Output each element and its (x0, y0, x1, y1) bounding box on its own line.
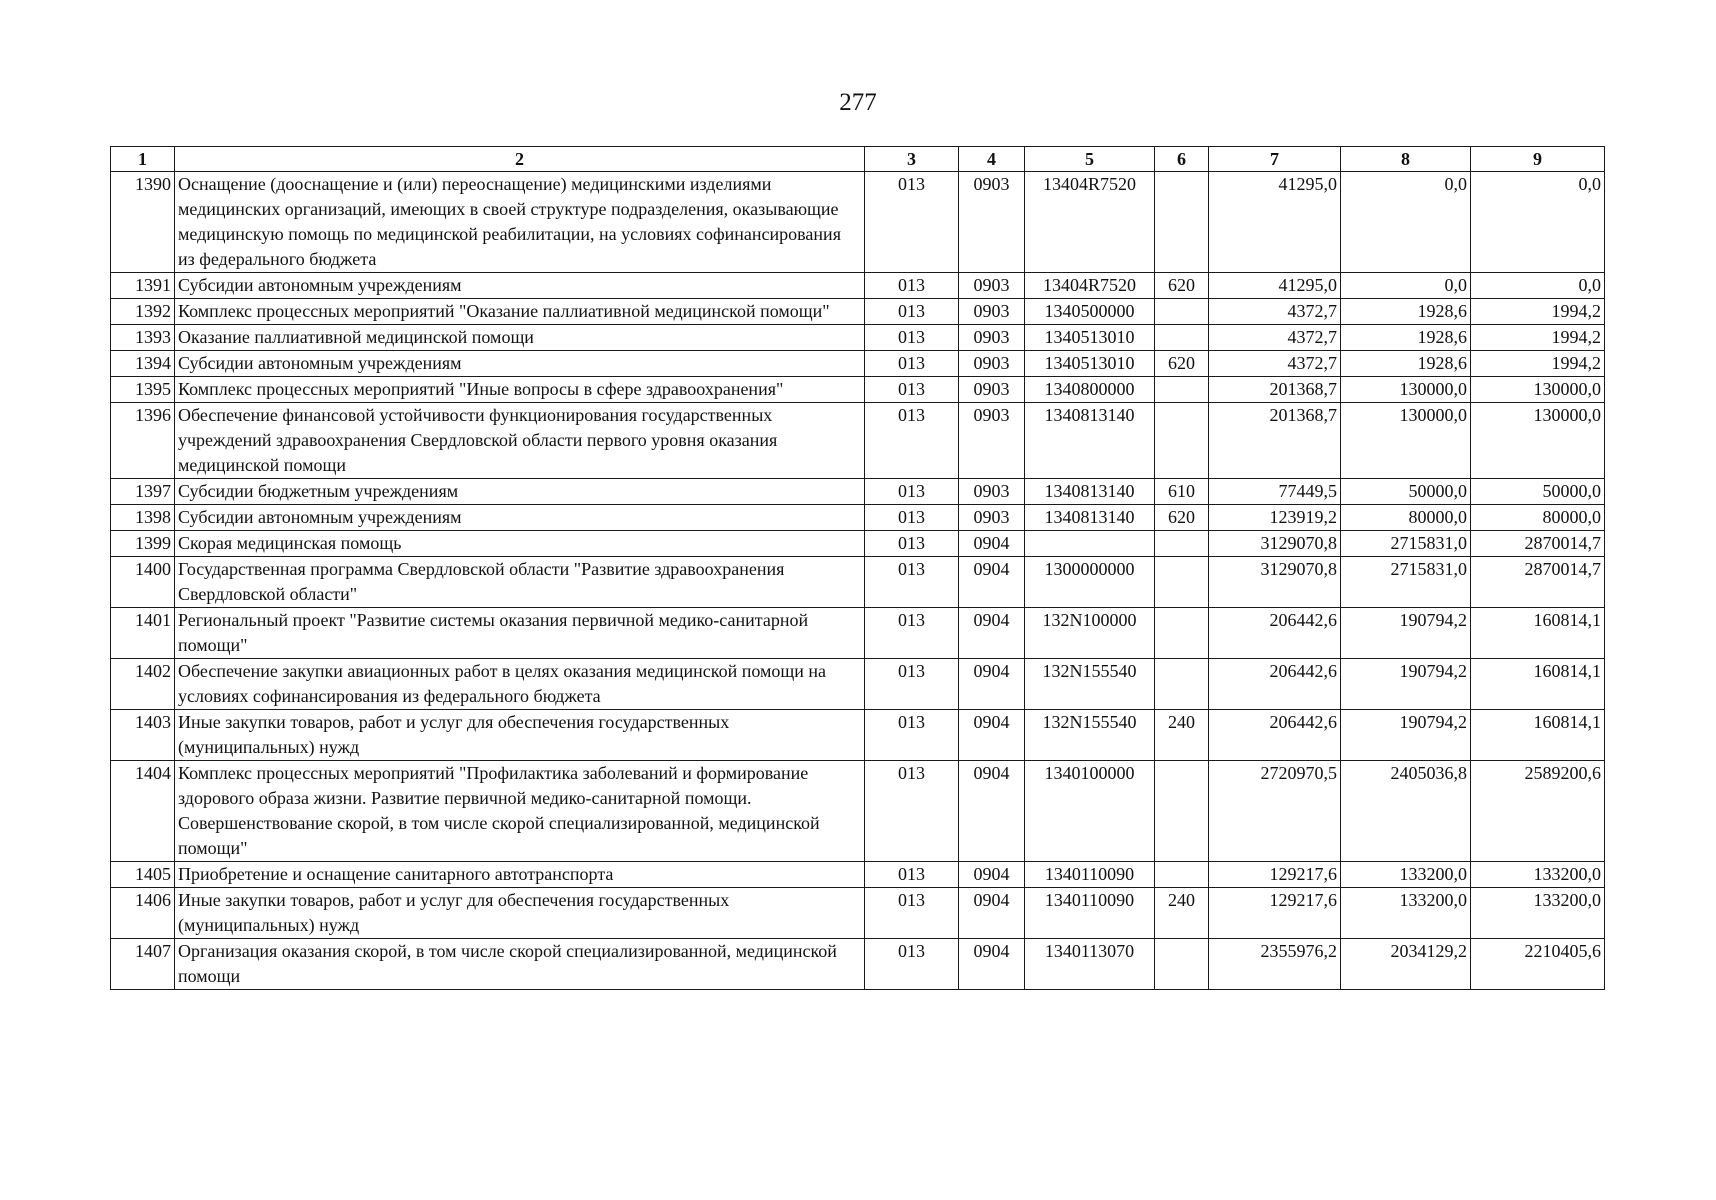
row-col-7: 77449,5 (1209, 479, 1341, 505)
row-col-5: 1340800000 (1025, 377, 1155, 403)
row-name: Иные закупки товаров, работ и услуг для обеспечения государственных (муниципальных) нужд (175, 710, 865, 761)
row-col-7: 129217,6 (1209, 888, 1341, 939)
row-col-8: 190794,2 (1341, 710, 1471, 761)
row-col-3: 013 (865, 862, 959, 888)
row-col-5: 13404R7520 (1025, 172, 1155, 273)
row-number: 1391 (111, 273, 175, 299)
row-col-6: 610 (1155, 479, 1209, 505)
row-col-6 (1155, 608, 1209, 659)
row-name: Комплекс процессных мероприятий "Иные вопросы в сфере здравоохранения" (175, 377, 865, 403)
row-col-9: 2870014,7 (1471, 531, 1605, 557)
row-name: Иные закупки товаров, работ и услуг для обеспечения государственных (муниципальных) нужд (175, 888, 865, 939)
row-name: Обеспечение закупки авиационных работ в целях оказания медицинской помощи на условиях софинансирования из федерального бюджета (175, 659, 865, 710)
row-col-5: 132N155540 (1025, 710, 1155, 761)
row-col-6 (1155, 531, 1209, 557)
page-number: 277 (839, 89, 877, 116)
row-col-4: 0904 (959, 761, 1025, 862)
row-col-8: 2034129,2 (1341, 939, 1471, 990)
row-col-6 (1155, 557, 1209, 608)
table-body (111, 172, 1605, 990)
budget-table (110, 146, 1605, 990)
row-col-6 (1155, 172, 1209, 273)
row-col-8: 1928,6 (1341, 325, 1471, 351)
row-col-8: 50000,0 (1341, 479, 1471, 505)
table-row (111, 761, 1605, 862)
row-col-9: 160814,1 (1471, 710, 1605, 761)
row-col-5: 1340813140 (1025, 505, 1155, 531)
row-col-9: 133200,0 (1471, 888, 1605, 939)
row-col-9: 130000,0 (1471, 403, 1605, 479)
header-col-8: 8 (1341, 147, 1471, 172)
row-col-8: 0,0 (1341, 172, 1471, 273)
row-col-3: 013 (865, 273, 959, 299)
row-col-4: 0904 (959, 659, 1025, 710)
row-name: Организация оказания скорой, в том числе скорой специализированной, медицинской помощи (175, 939, 865, 990)
row-number: 1393 (111, 325, 175, 351)
row-col-9: 0,0 (1471, 273, 1605, 299)
row-col-6 (1155, 377, 1209, 403)
table-row (111, 939, 1605, 990)
row-col-9: 2870014,7 (1471, 557, 1605, 608)
row-col-9: 2210405,6 (1471, 939, 1605, 990)
row-col-5: 1340100000 (1025, 761, 1155, 862)
row-col-4: 0904 (959, 939, 1025, 990)
row-number: 1402 (111, 659, 175, 710)
row-col-4: 0903 (959, 505, 1025, 531)
row-col-3: 013 (865, 505, 959, 531)
row-name: Оказание паллиативной медицинской помощи (175, 325, 865, 351)
row-col-8: 190794,2 (1341, 608, 1471, 659)
row-number: 1400 (111, 557, 175, 608)
row-col-8: 2715831,0 (1341, 531, 1471, 557)
row-number: 1399 (111, 531, 175, 557)
table-row (111, 659, 1605, 710)
header-col-9: 9 (1471, 147, 1605, 172)
row-number: 1403 (111, 710, 175, 761)
row-col-9: 80000,0 (1471, 505, 1605, 531)
row-number: 1390 (111, 172, 175, 273)
row-col-7: 206442,6 (1209, 710, 1341, 761)
table-row (111, 608, 1605, 659)
row-col-5: 1340113070 (1025, 939, 1155, 990)
row-col-6: 620 (1155, 505, 1209, 531)
table-row (111, 710, 1605, 761)
row-col-4: 0904 (959, 608, 1025, 659)
row-col-3: 013 (865, 325, 959, 351)
row-col-6 (1155, 862, 1209, 888)
header-col-7: 7 (1209, 147, 1341, 172)
table-row (111, 505, 1605, 531)
table-row (111, 377, 1605, 403)
row-col-8: 190794,2 (1341, 659, 1471, 710)
row-col-7: 41295,0 (1209, 172, 1341, 273)
row-col-4: 0903 (959, 273, 1025, 299)
row-col-6 (1155, 659, 1209, 710)
row-col-8: 2405036,8 (1341, 761, 1471, 862)
row-col-7: 123919,2 (1209, 505, 1341, 531)
row-col-9: 2589200,6 (1471, 761, 1605, 862)
row-col-5: 132N155540 (1025, 659, 1155, 710)
row-col-7: 3129070,8 (1209, 557, 1341, 608)
row-col-9: 50000,0 (1471, 479, 1605, 505)
row-number: 1404 (111, 761, 175, 862)
row-col-3: 013 (865, 710, 959, 761)
row-col-7: 4372,7 (1209, 325, 1341, 351)
row-number: 1394 (111, 351, 175, 377)
header-col-6: 6 (1155, 147, 1209, 172)
row-number: 1395 (111, 377, 175, 403)
row-col-5: 1340110090 (1025, 862, 1155, 888)
row-col-5: 1340813140 (1025, 479, 1155, 505)
table-row (111, 403, 1605, 479)
header-col-1: 1 (111, 147, 175, 172)
row-col-4: 0903 (959, 377, 1025, 403)
row-col-8: 2715831,0 (1341, 557, 1471, 608)
table-row (111, 325, 1605, 351)
row-name: Государственная программа Свердловской области "Развитие здравоохранения Свердловской области" (175, 557, 865, 608)
table-row (111, 888, 1605, 939)
table-row (111, 862, 1605, 888)
row-col-7: 201368,7 (1209, 377, 1341, 403)
row-number: 1407 (111, 939, 175, 990)
header-col-4: 4 (959, 147, 1025, 172)
row-col-4: 0904 (959, 531, 1025, 557)
row-col-9: 0,0 (1471, 172, 1605, 273)
row-col-8: 0,0 (1341, 273, 1471, 299)
table-row (111, 351, 1605, 377)
row-col-8: 80000,0 (1341, 505, 1471, 531)
row-col-8: 130000,0 (1341, 377, 1471, 403)
row-col-7: 2720970,5 (1209, 761, 1341, 862)
row-col-9: 1994,2 (1471, 351, 1605, 377)
row-col-7: 201368,7 (1209, 403, 1341, 479)
row-col-3: 013 (865, 939, 959, 990)
row-col-8: 1928,6 (1341, 351, 1471, 377)
row-col-8: 1928,6 (1341, 299, 1471, 325)
row-col-3: 013 (865, 403, 959, 479)
row-name: Субсидии автономным учреждениям (175, 273, 865, 299)
row-number: 1398 (111, 505, 175, 531)
row-col-4: 0904 (959, 557, 1025, 608)
table-row (111, 273, 1605, 299)
row-col-6 (1155, 299, 1209, 325)
row-col-4: 0904 (959, 888, 1025, 939)
row-col-6: 240 (1155, 710, 1209, 761)
row-col-6 (1155, 403, 1209, 479)
row-col-4: 0903 (959, 479, 1025, 505)
row-col-3: 013 (865, 608, 959, 659)
row-col-7: 4372,7 (1209, 299, 1341, 325)
row-col-6: 620 (1155, 351, 1209, 377)
row-col-9: 160814,1 (1471, 608, 1605, 659)
row-col-7: 2355976,2 (1209, 939, 1341, 990)
row-name: Субсидии автономным учреждениям (175, 505, 865, 531)
header-col-3: 3 (865, 147, 959, 172)
row-col-5 (1025, 531, 1155, 557)
row-col-5: 132N100000 (1025, 608, 1155, 659)
row-col-3: 013 (865, 479, 959, 505)
row-name: Комплекс процессных мероприятий "Профилактика заболеваний и формирование здорового образа жизни. Развитие первичной медико-санитарной помощи. Совершенствование скорой, в том числе скорой специализированной, медицинской помощи" (175, 761, 865, 862)
row-col-7: 206442,6 (1209, 608, 1341, 659)
row-col-8: 133200,0 (1341, 888, 1471, 939)
row-col-6 (1155, 325, 1209, 351)
row-col-3: 013 (865, 531, 959, 557)
row-col-5: 1340513010 (1025, 351, 1155, 377)
row-col-3: 013 (865, 351, 959, 377)
row-col-7: 206442,6 (1209, 659, 1341, 710)
row-col-4: 0903 (959, 325, 1025, 351)
row-name: Субсидии бюджетным учреждениям (175, 479, 865, 505)
row-col-9: 1994,2 (1471, 325, 1605, 351)
row-col-3: 013 (865, 377, 959, 403)
row-col-4: 0903 (959, 299, 1025, 325)
row-number: 1401 (111, 608, 175, 659)
row-number: 1392 (111, 299, 175, 325)
row-number: 1396 (111, 403, 175, 479)
row-col-9: 130000,0 (1471, 377, 1605, 403)
row-col-5: 13404R7520 (1025, 273, 1155, 299)
row-name: Скорая медицинская помощь (175, 531, 865, 557)
row-col-3: 013 (865, 761, 959, 862)
row-col-5: 1300000000 (1025, 557, 1155, 608)
row-col-7: 129217,6 (1209, 862, 1341, 888)
table-row (111, 479, 1605, 505)
row-col-5: 1340110090 (1025, 888, 1155, 939)
table-row (111, 299, 1605, 325)
row-col-7: 4372,7 (1209, 351, 1341, 377)
row-col-6 (1155, 761, 1209, 862)
table-header-row (111, 147, 1605, 172)
row-col-9: 160814,1 (1471, 659, 1605, 710)
row-col-3: 013 (865, 557, 959, 608)
row-col-7: 3129070,8 (1209, 531, 1341, 557)
row-name: Региональный проект "Развитие системы оказания первичной медико-санитарной помощи" (175, 608, 865, 659)
row-name: Комплекс процессных мероприятий "Оказание паллиативной медицинской помощи" (175, 299, 865, 325)
row-col-4: 0904 (959, 710, 1025, 761)
row-col-3: 013 (865, 172, 959, 273)
row-col-4: 0904 (959, 862, 1025, 888)
table-row (111, 172, 1605, 273)
row-name: Обеспечение финансовой устойчивости функционирования государственных учреждений здравоохранения Свердловской области первого уровня оказания медицинской помощи (175, 403, 865, 479)
row-col-4: 0903 (959, 403, 1025, 479)
row-col-4: 0903 (959, 351, 1025, 377)
table-row (111, 557, 1605, 608)
row-col-3: 013 (865, 299, 959, 325)
row-col-8: 130000,0 (1341, 403, 1471, 479)
row-col-3: 013 (865, 888, 959, 939)
row-col-9: 1994,2 (1471, 299, 1605, 325)
row-col-5: 1340513010 (1025, 325, 1155, 351)
row-col-9: 133200,0 (1471, 862, 1605, 888)
row-col-8: 133200,0 (1341, 862, 1471, 888)
header-col-2: 2 (175, 147, 865, 172)
row-name: Субсидии автономным учреждениям (175, 351, 865, 377)
row-col-5: 1340813140 (1025, 403, 1155, 479)
row-number: 1405 (111, 862, 175, 888)
row-number: 1397 (111, 479, 175, 505)
row-number: 1406 (111, 888, 175, 939)
row-name: Оснащение (дооснащение и (или) переоснащение) медицинскими изделиями медицинских организаций, имеющих в своей структуре подразделения, оказывающие медицинскую помощь по медицинской реабилитации, на условиях софинансирования из федерального бюджета (175, 172, 865, 273)
row-col-3: 013 (865, 659, 959, 710)
row-col-7: 41295,0 (1209, 273, 1341, 299)
table-row (111, 531, 1605, 557)
row-col-6: 240 (1155, 888, 1209, 939)
header-col-5: 5 (1025, 147, 1155, 172)
row-name: Приобретение и оснащение санитарного автотранспорта (175, 862, 865, 888)
row-col-4: 0903 (959, 172, 1025, 273)
row-col-5: 1340500000 (1025, 299, 1155, 325)
row-col-6: 620 (1155, 273, 1209, 299)
row-col-6 (1155, 939, 1209, 990)
